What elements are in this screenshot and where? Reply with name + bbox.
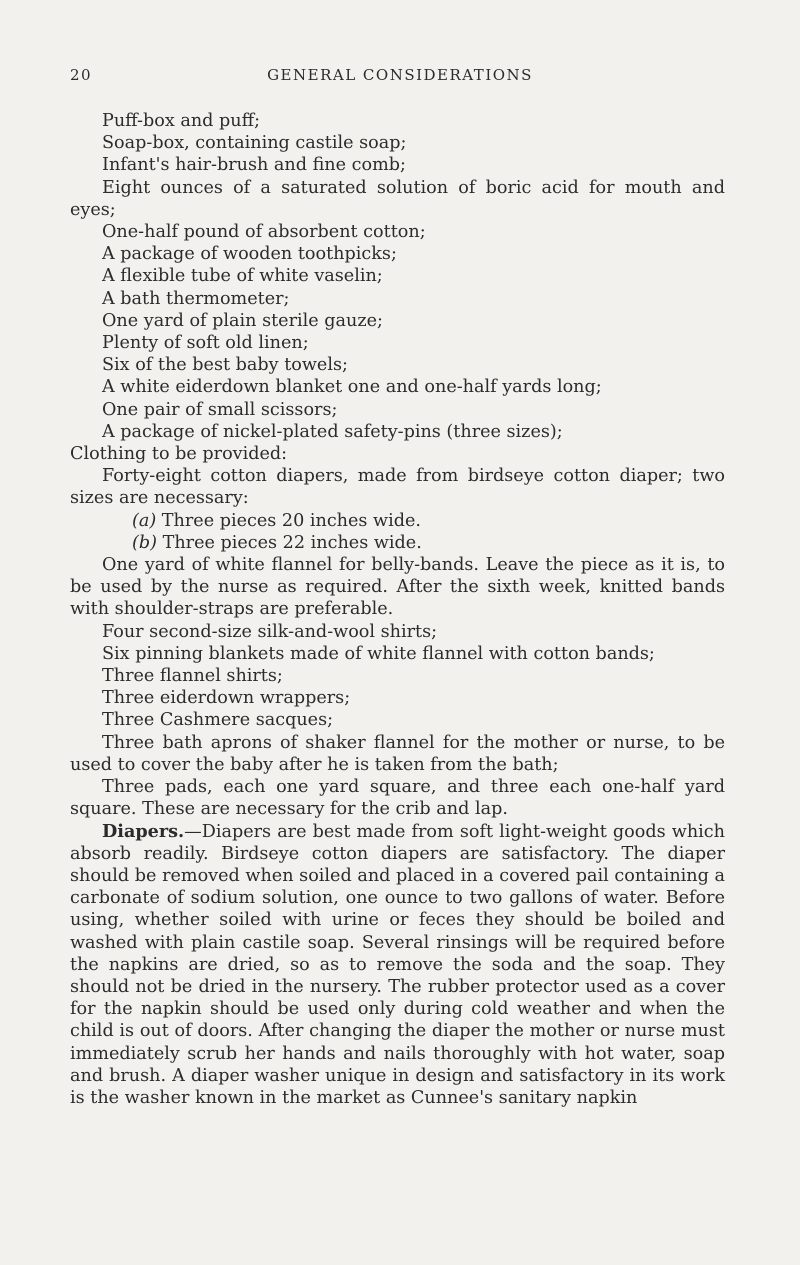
item-label: (b): [132, 532, 157, 553]
paragraph: [70, 243, 725, 265]
paragraph: [70, 421, 725, 443]
paragraph-text: One pair of small scissors;: [102, 399, 338, 420]
section-heading: Diapers.: [102, 820, 185, 842]
paragraph-text: Three Cashmere sacques;: [102, 710, 334, 731]
paragraph: [70, 821, 725, 1110]
paragraph-text: Three pieces 22 inches wide.: [157, 532, 422, 553]
paragraph: [70, 621, 725, 643]
paragraph: [70, 687, 725, 709]
paragraph-text: Six pinning blankets made of white flannel with cotton bands;: [102, 643, 655, 664]
paragraph: [70, 554, 725, 621]
paragraph: [70, 465, 725, 509]
item-label: (a): [132, 510, 157, 531]
paragraph: [70, 443, 725, 465]
paragraph-text: One yard of white flannel for belly-bands. Leave the piece as it is, to be used by the nurse as required. After the sixth week, knitted bands with shoulder-straps are preferable.: [70, 555, 725, 620]
paragraph-text: A flexible tube of white vaselin;: [102, 266, 383, 287]
paragraph: [70, 154, 725, 176]
paragraph: [70, 732, 725, 776]
paragraph-text: Plenty of soft old linen;: [102, 333, 309, 354]
paragraph-text: Soap-box, containing castile soap;: [102, 133, 407, 154]
paragraph: [70, 110, 725, 132]
paragraph-text: Three eiderdown wrappers;: [102, 688, 351, 709]
paragraph: [70, 265, 725, 287]
paragraph-text: One yard of plain sterile gauze;: [102, 310, 383, 331]
paragraph: [70, 709, 725, 731]
paragraph-text: One-half pound of absorbent cotton;: [102, 222, 426, 243]
page-number: 20: [70, 66, 93, 84]
paragraph-text: A package of nickel-plated safety-pins (three sizes);: [102, 421, 563, 442]
paragraph: [70, 643, 725, 665]
paragraph: [70, 332, 725, 354]
paragraph: [70, 354, 725, 376]
paragraph-text: Six of the best baby towels;: [102, 355, 348, 376]
paragraph-text: Three pieces 20 inches wide.: [156, 510, 422, 531]
paragraph: [70, 399, 725, 421]
paragraph-text: A package of wooden toothpicks;: [102, 244, 397, 265]
paragraph: [70, 177, 725, 221]
running-head: [70, 66, 730, 88]
paragraph-text: A white eiderdown blanket one and one-half yards long;: [102, 377, 602, 398]
paragraph-text: Forty-eight cotton diapers, made from birdseye cotton diaper; two sizes are necessary:: [70, 466, 725, 509]
paragraph: [70, 288, 725, 310]
paragraph-text: Infant's hair-brush and fine comb;: [102, 155, 406, 176]
paragraph: [70, 532, 725, 554]
paragraph: [70, 665, 725, 687]
paragraph-text: Clothing to be provided:: [70, 444, 288, 465]
paragraph-text: Three bath aprons of shaker flannel for the mother or nurse, to be used to cover the baby after he is taken from the bath;: [70, 732, 725, 775]
paragraph: [70, 510, 725, 532]
paragraph-text: Three flannel shirts;: [102, 666, 283, 687]
paragraph-text: Four second-size silk-and-wool shirts;: [102, 621, 438, 642]
paragraph: [70, 376, 725, 398]
paragraph-text: Puff-box and puff;: [102, 111, 261, 131]
paragraph-text: —Diapers are best made from soft light-weight goods which absorb readily. Birdseye cotton diapers are satisfactory. The diaper should be removed when soiled and placed in a covered pail containing a carbonate of sodium solution, one ounce to two gallons of water. Before using, whether soiled with urine or feces they should be boiled and washed with plain castile soap. Several rinsings will be required before the napkins are dried, so as to remove the soda and the soap. They should not be dried in the nursery. The rubber protector used as a cover for the napkin should be used only during cold weather and when the child is out of doors. After changing the diaper the mother or nurse must immediately scrub her hands and nails thoroughly with hot water, soap and brush. A diaper washer unique in design and satisfactory in its work is the washer known in the market as Cunnee's sanitary napkin: [70, 821, 725, 1108]
paragraph: [70, 310, 725, 332]
paragraph: [70, 776, 725, 820]
paragraph-text: Eight ounces of a saturated solution of boric acid for mouth and eyes;: [70, 177, 725, 220]
running-title: GENERAL CONSIDERATIONS: [267, 66, 533, 84]
body-text: [70, 110, 725, 1109]
paragraph: [70, 132, 725, 154]
paragraph-text: A bath thermometer;: [102, 288, 290, 309]
paragraph-text: Three pads, each one yard square, and three each one-half yard square. These are necessary for the crib and lap.: [70, 777, 725, 820]
paragraph: [70, 221, 725, 243]
